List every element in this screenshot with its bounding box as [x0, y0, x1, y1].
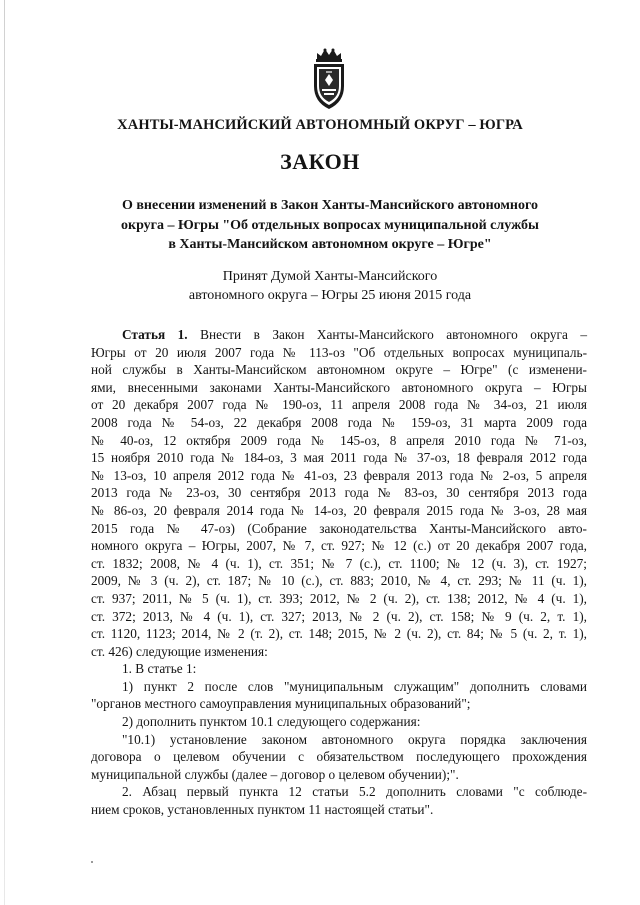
article-line: ями, внесенными законами Ханты-Мансийского автономного округа – Югры — [91, 379, 587, 395]
item-1-sub-1: 1) пункт 2 после слов "муниципальным служащим" дополнить словами — [122, 678, 587, 694]
article-line: № 13-оз, 10 апреля 2012 года № 41-оз, 23 февраля 2013 года № 2-оз, 5 апреля — [91, 467, 587, 483]
article-line: № 40-оз, 12 октября 2009 года № 145-оз, 8 апреля 2010 года № 71-оз, — [91, 432, 587, 448]
organization-name: ХАНТЫ-МАНСИЙСКИЙ АВТОНОМНЫЙ ОКРУГ – ЮГРА — [117, 117, 523, 133]
article-line: номного округа – Югры, 2007, № 7, ст. 927; № 12 (с.) от 20 декабря 2007 года, — [91, 538, 587, 554]
article-line: № 86-оз, 20 февраля 2014 года № 14-оз, 20 февраля 2015 года № 3-оз, 28 мая — [91, 502, 587, 518]
adoption-line: Принят Думой Ханты-Мансийского — [222, 269, 438, 284]
scan-edge — [4, 0, 5, 905]
article-line: 2013 года № 23-оз, 30 сентября 2013 года № 83-оз, 30 сентября 2013 года — [91, 485, 587, 501]
quote-line: муниципальной службы (далее – договор о целевом обучении);". — [91, 766, 459, 782]
document-type: ЗАКОН — [280, 149, 360, 174]
article-line: 15 ноября 2010 года № 184-оз, 3 мая 2011 года № 37-оз, 18 февраля 2012 года — [91, 450, 587, 466]
law-title-line: в Ханты-Мансийском автономном округе – Югре" — [168, 237, 492, 252]
article-line: 2015 года № 47-оз) (Собрание законодательства Ханты-Мансийского авто- — [91, 520, 587, 536]
law-title — [60, 196, 600, 255]
quote-line: договора о целевом обучении с обязательством последующего прохождения — [91, 749, 587, 765]
coat-of-arms-icon — [308, 46, 350, 112]
item-2: 2. Абзац первый пункта 12 статьи 5.2 дополнить словами "с соблюде- — [122, 784, 587, 800]
item-1-sub-2: 2) дополнить пунктом 10.1 следующего содержания: — [122, 714, 421, 730]
item-1-sub-1-cont: "органов местного самоуправления муниципальных образований"; — [91, 696, 471, 712]
article-first-line — [91, 326, 587, 344]
item-2-cont: нием сроков, установленных пунктом 11 настоящей статьи". — [91, 802, 434, 818]
quote-line: "10.1) установление законом автономного округа порядка заключения — [122, 731, 587, 747]
article-line: 2009, № 3 (ч. 2), ст. 187; № 10 (с.), ст. 883; 2010, № 4, ст. 293; № 11 (ч. 1), — [91, 573, 587, 589]
article-first-line-text: Внести в Закон Ханты-Мансийского автономного округа – — [187, 327, 587, 342]
item-1-heading: 1. В статье 1: — [122, 661, 197, 677]
article-line: от 20 декабря 2007 года № 190-оз, 11 апреля 2008 года № 34-оз, 21 июля — [91, 397, 587, 413]
article-line: ст. 1120, 1123; 2014, № 2 (т. 2), ст. 148; 2015, № 2 (ч. 2), ст. 84; № 5 (ч. 2, т. 1), — [91, 626, 587, 642]
article-line: ст. 426) следующие изменения: — [91, 643, 268, 659]
article-line: ст. 1832; 2008, № 4 (ч. 1), ст. 351; № 7 (с.), ст. 1100; № 12 (ч. 3), ст. 1927; — [91, 555, 587, 571]
scan-speck — [91, 861, 93, 863]
adoption-note — [60, 267, 600, 305]
article-line: ст. 372; 2013, № 4 (ч. 1), ст. 327; 2013, № 2 (ч. 2), ст. 158; № 9 (ч. 2, т. 1), — [91, 608, 587, 624]
law-title-line: О внесении изменений в Закон Ханты-Мансийского автономного — [121, 198, 538, 213]
article-line: ной службы в Ханты-Мансийском автономном округе – Югре" (с изменени- — [91, 362, 587, 378]
adoption-line: автономного округа – Югры 25 июня 2015 года — [188, 288, 472, 303]
article-line: 2008 года № 54-оз, 22 декабря 2008 года № 159-оз, 31 марта 2009 года — [91, 414, 587, 430]
law-title-line: округа – Югры "Об отдельных вопросах муниципальной службы — [121, 217, 539, 233]
article-line: ст. 937; 2011, № 5 (ч. 1), ст. 393; 2012, № 2 (ч. 2), ст. 138; 2012, № 4 (ч. 1), — [91, 590, 587, 606]
article-line: Югры от 20 июля 2007 года № 113-оз "Об отдельных вопросах муниципаль- — [91, 344, 587, 360]
article-heading: Статья 1. — [122, 327, 188, 342]
article-body — [91, 326, 587, 819]
